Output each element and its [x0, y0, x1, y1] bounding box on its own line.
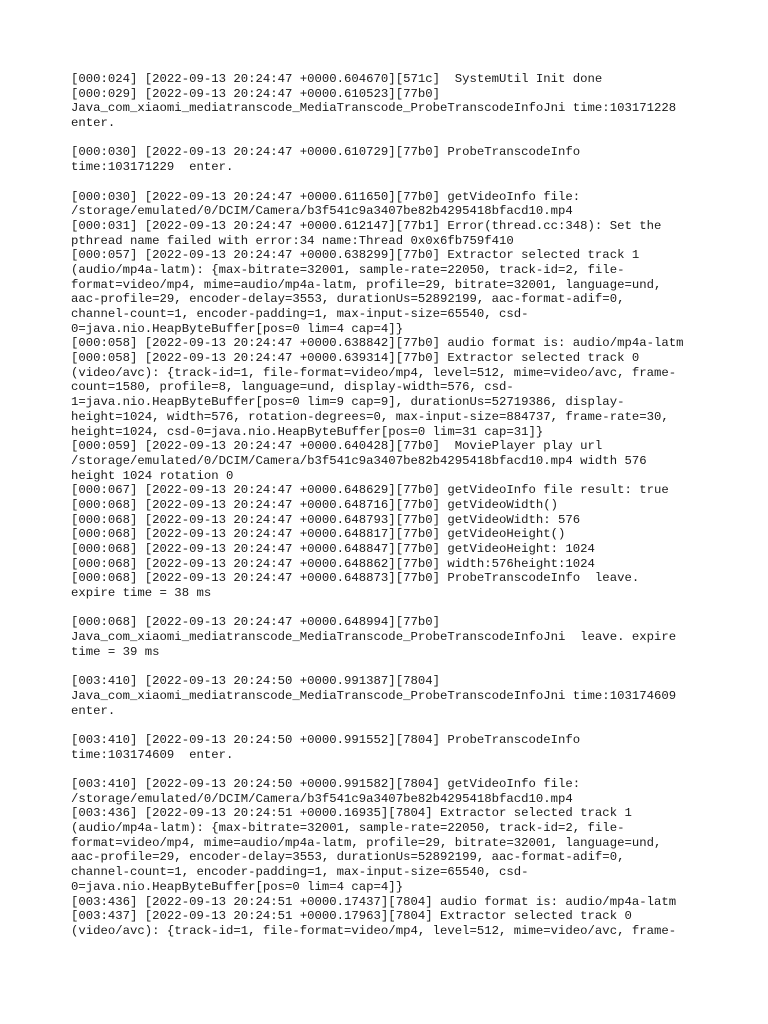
blank-line — [71, 660, 721, 675]
log-line: Java_com_xiaomi_mediatranscode_MediaTranscode_ProbeTranscodeInfoJni time:103171228 — [71, 101, 677, 116]
log-line: [000:058] [2022-09-13 20:24:47 +0000.638842][77b0] audio format is: audio/mp4a-latm — [71, 336, 684, 351]
log-line: height=1024, width=576, rotation-degrees=0, max-input-size=884737, frame-rate=30, — [71, 409, 669, 424]
log-line: [000:068] [2022-09-13 20:24:47 +0000.648873][77b0] ProbeTranscodeInfo leave. — [71, 571, 640, 586]
log-line: aac-profile=29, encoder-delay=3553, durationUs=52892199, aac-format-adif=0, — [71, 292, 625, 307]
log-line: [000:058] [2022-09-13 20:24:47 +0000.639314][77b0] Extractor selected track 0 — [71, 351, 640, 366]
log-line: time:103174609 enter. — [71, 747, 234, 762]
log-line: (video/avc): {track-id=1, file-format=video/mp4, level=512, mime=video/avc, frame- — [71, 365, 677, 380]
log-line: pthread name failed with error:34 name:Thread 0x0x6fb759f410 — [71, 233, 514, 248]
log-line: [000:068] [2022-09-13 20:24:47 +0000.648793][77b0] getVideoWidth: 576 — [71, 512, 581, 527]
blank-line — [71, 175, 721, 190]
log-line: [000:031] [2022-09-13 20:24:47 +0000.612147][77b1] Error(thread.cc:348): Set the — [71, 218, 662, 233]
log-line: [003:410] [2022-09-13 20:24:50 +0000.991582][7804] getVideoInfo file: — [71, 777, 581, 791]
log-line: [000:068] [2022-09-13 20:24:47 +0000.648716][77b0] getVideoWidth() — [71, 497, 559, 512]
blank-line — [71, 131, 721, 146]
log-line: format=video/mp4, mime=audio/mp4a-latm, profile=29, bitrate=32001, language=und, — [71, 835, 662, 850]
log-line: channel-count=1, encoder-padding=1, max-input-size=65540, csd- — [71, 307, 529, 321]
log-line: time:103171229 enter. — [71, 160, 234, 175]
log-line: enter. — [71, 116, 116, 131]
log-line: [000:029] [2022-09-13 20:24:47 +0000.610523][77b0] — [71, 86, 440, 101]
log-line: (audio/mp4a-latm): {max-bitrate=32001, sample-rate=22050, track-id=2, file- — [71, 821, 625, 836]
log-line: [000:024] [2022-09-13 20:24:47 +0000.604670][571c] SystemUtil Init done — [71, 72, 603, 86]
log-line: /storage/emulated/0/DCIM/Camera/b3f541c9a3407be82b4295418bfacd10.mp4 width 576 — [71, 453, 647, 468]
blank-line — [71, 601, 721, 616]
log-line: [000:068] [2022-09-13 20:24:47 +0000.648862][77b0] width:576height:1024 — [71, 556, 595, 571]
log-line: [000:030] [2022-09-13 20:24:47 +0000.610729][77b0] ProbeTranscodeInfo — [71, 145, 581, 160]
log-line: height=1024, csd-0=java.nio.HeapByteBuffer[pos=0 lim=31 cap=31]} — [71, 424, 544, 439]
log-line: [003:436] [2022-09-13 20:24:51 +0000.17437][7804] audio format is: audio/mp4a-latm — [71, 894, 677, 909]
log-line: [003:410] [2022-09-13 20:24:50 +0000.991387][7804] — [71, 674, 440, 689]
log-line: (audio/mp4a-latm): {max-bitrate=32001, sample-rate=22050, track-id=2, file- — [71, 262, 625, 277]
log-line: [000:030] [2022-09-13 20:24:47 +0000.611650][77b0] getVideoInfo file: — [71, 189, 581, 204]
log-text-block — [71, 72, 721, 939]
log-line: format=video/mp4, mime=audio/mp4a-latm, profile=29, bitrate=32001, language=und, — [71, 277, 662, 292]
log-line: enter. — [71, 703, 116, 718]
log-line: [000:057] [2022-09-13 20:24:47 +0000.638299][77b0] Extractor selected track 1 — [71, 248, 640, 263]
log-line: Java_com_xiaomi_mediatranscode_MediaTranscode_ProbeTranscodeInfoJni time:103174609 — [71, 688, 677, 703]
log-line: expire time = 38 ms — [71, 586, 212, 601]
log-line: [000:067] [2022-09-13 20:24:47 +0000.648629][77b0] getVideoInfo file result: true — [71, 483, 669, 498]
log-line: time = 39 ms — [71, 644, 160, 659]
log-line: 1=java.nio.HeapByteBuffer[pos=0 lim=9 cap=9], durationUs=52719386, display- — [71, 395, 625, 410]
log-line: 0=java.nio.HeapByteBuffer[pos=0 lim=4 cap=4]} — [71, 879, 404, 894]
log-line: count=1580, profile=8, language=und, display-width=576, csd- — [71, 380, 514, 395]
log-line: [003:436] [2022-09-13 20:24:51 +0000.16935][7804] Extractor selected track 1 — [71, 806, 632, 821]
log-line: Java_com_xiaomi_mediatranscode_MediaTranscode_ProbeTranscodeInfoJni leave. expire — [71, 630, 677, 645]
log-line: channel-count=1, encoder-padding=1, max-input-size=65540, csd- — [71, 865, 529, 880]
log-line: 0=java.nio.HeapByteBuffer[pos=0 lim=4 cap=4]} — [71, 321, 404, 336]
log-line: [003:410] [2022-09-13 20:24:50 +0000.991552][7804] ProbeTranscodeInfo — [71, 732, 581, 747]
log-line: [000:059] [2022-09-13 20:24:47 +0000.640428][77b0] MoviePlayer play url — [71, 439, 603, 454]
blank-line — [71, 718, 721, 733]
log-line: [000:068] [2022-09-13 20:24:47 +0000.648994][77b0] — [71, 615, 440, 630]
log-line: /storage/emulated/0/DCIM/Camera/b3f541c9a3407be82b4295418bfacd10.mp4 — [71, 204, 573, 219]
log-line: /storage/emulated/0/DCIM/Camera/b3f541c9a3407be82b4295418bfacd10.mp4 — [71, 791, 573, 806]
log-line: height 1024 rotation 0 — [71, 468, 234, 483]
log-line: [000:068] [2022-09-13 20:24:47 +0000.648847][77b0] getVideoHeight: 1024 — [71, 542, 595, 556]
blank-line — [71, 762, 721, 777]
log-line: [003:437] [2022-09-13 20:24:51 +0000.17963][7804] Extractor selected track 0 — [71, 909, 632, 924]
log-line: (video/avc): {track-id=1, file-format=video/mp4, level=512, mime=video/avc, frame- — [71, 923, 677, 938]
log-line: aac-profile=29, encoder-delay=3553, durationUs=52892199, aac-format-adif=0, — [71, 850, 625, 865]
log-line: [000:068] [2022-09-13 20:24:47 +0000.648817][77b0] getVideoHeight() — [71, 527, 566, 542]
